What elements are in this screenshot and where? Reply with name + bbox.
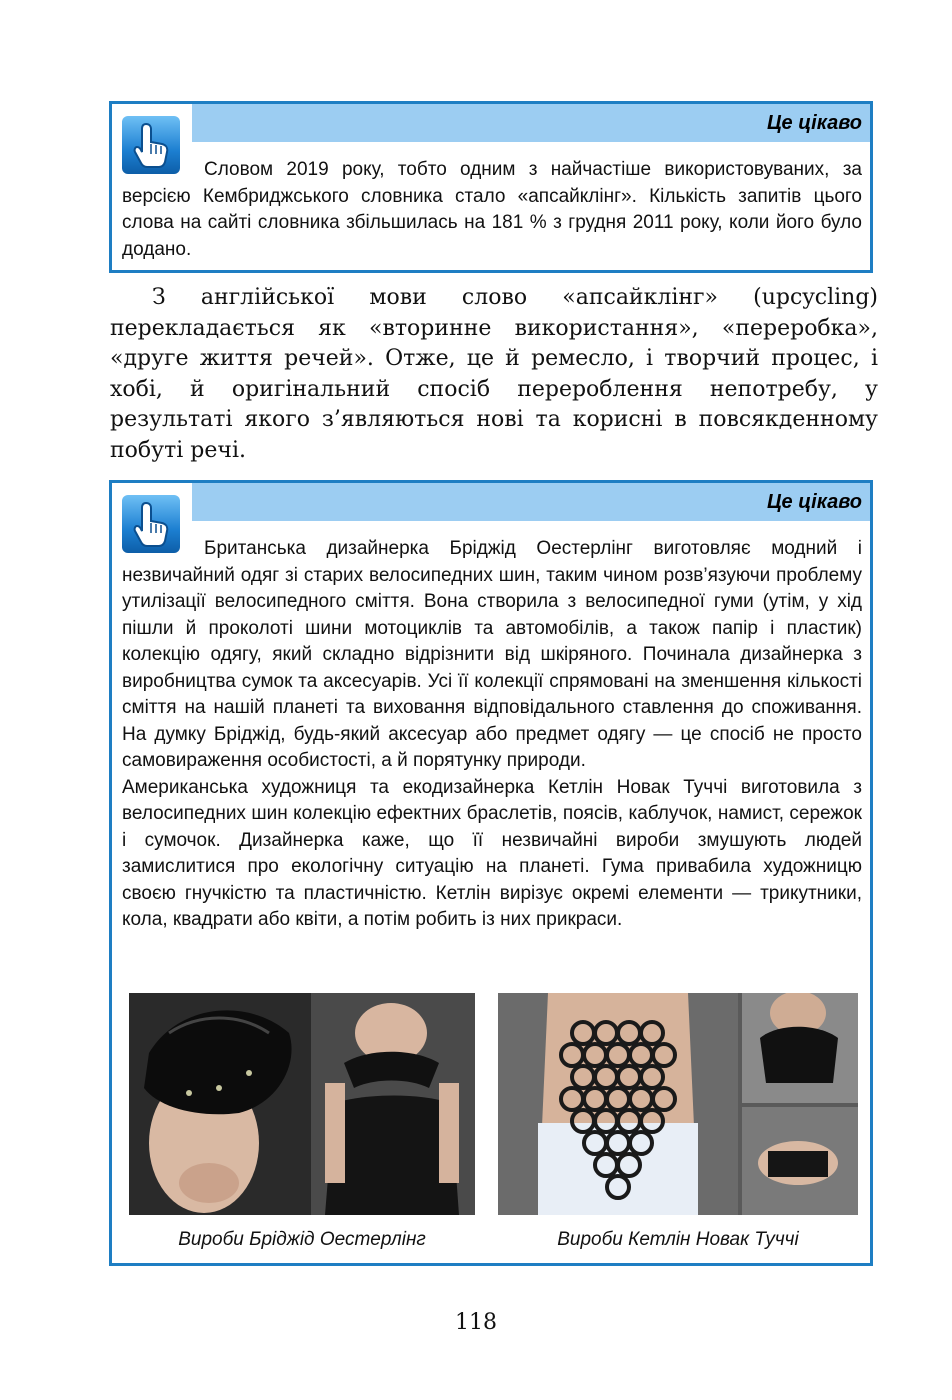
info-paragraph: Британська дизайнерка Бріджід Оестерлінг виготовляє модний і незвичайний одяг зі старих велосипедних шин, таким чином розв’язуючи проблему утилізації велосипедного сміття. Вона створила з велосипедної гуми (утім, у хід пішли й проколоті шини мотоциклів та автомобілів, а також папір і пластик) колекцію одягу, який складно відрізнити від шкіряного. Починала дизайнерка з виробництва сумок та аксесуарів. Усі її колекції спрямовані на зменшення кількості сміття на нашій планеті та виховання відповідального ставлення до споживання. На думку Бріджід, будь-який аксесуар або предмет одягу — це спосіб не просто самовираження особистості, а й порятунку природи. <box>122 538 862 771</box>
photo-oesterling-works <box>129 993 475 1215</box>
info-box-text <box>122 536 862 934</box>
info-box-1 <box>109 101 873 273</box>
info-box-2 <box>109 480 873 1266</box>
caption-tucci: Вироби Кетлін Новак Туччі <box>557 1229 799 1250</box>
info-box-text <box>122 157 862 263</box>
caption-oesterling: Вироби Бріджід Оестерлінг <box>178 1229 426 1250</box>
page-number: 118 <box>455 1310 497 1335</box>
info-box-header: Це цікаво <box>192 104 870 142</box>
main-paragraph: З англійської мови слово «апсайклінг» (upcycling) перекладається як «вторинне використання», «переробка», «друге життя речей». Отже, це й ремесло, і творчий процес, і хобі, й оригінальний спосіб перероблення непотребу, у результаті якого з’являються нові та корисні в повсякденному побуті речі. <box>110 285 878 463</box>
photo-tucci-works <box>498 993 858 1215</box>
info-paragraph: Американська художниця та екодизайнерка Кетлін Новак Туччі виготовила з велосипедних шин колекцію ефектних браслетів, поясів, каблучок, намист, сережок і сумочок. Дизайнерка каже, що її незвичайні вироби змушують людей замислитися про екологічну ситуацію на планеті. Гума привабила художницю своєю гнучкістю та пластичністю. Кетлін вирізує окремі елементи — трикутники, кола, квадрати або квіти, а потім робить із них прикраси. <box>122 776 862 930</box>
info-box-header: Це цікаво <box>192 483 870 521</box>
info-paragraph: Словом 2019 року, тобто одним з найчастіше використовуваних, за версією Кембриджського словника стало «апсайклінг». Кількість запитів цього слова на сайті словника збільшилась на 181 % з грудня 2011 року, коли його було додано. <box>122 159 862 260</box>
